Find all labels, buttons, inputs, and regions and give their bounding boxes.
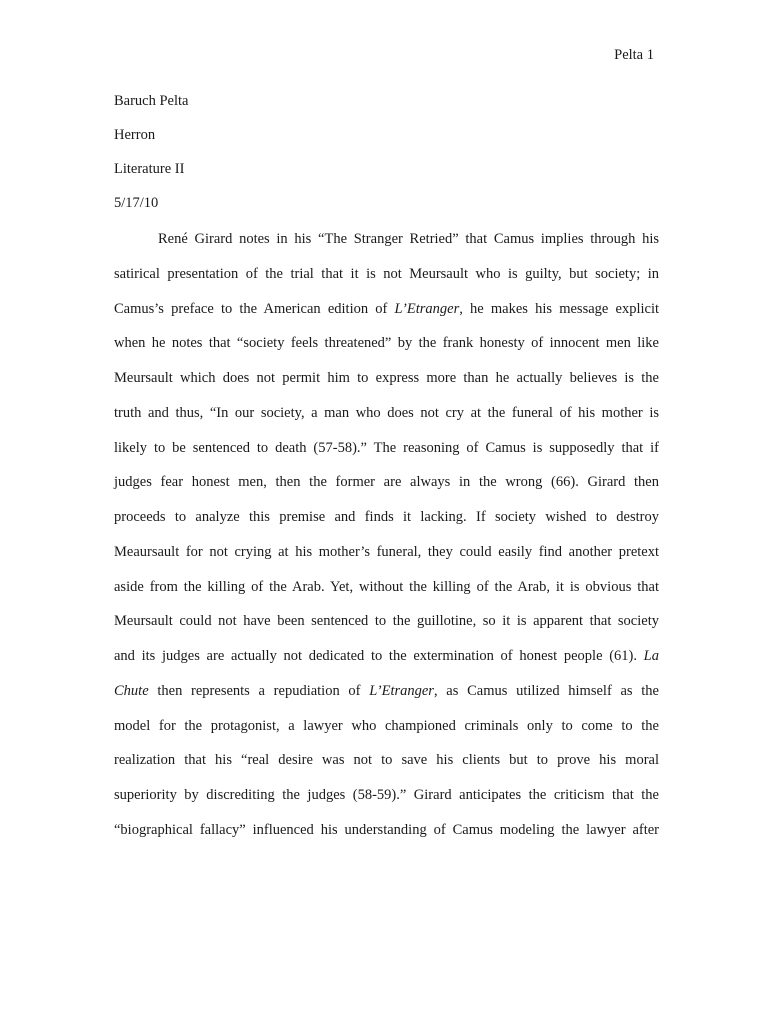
line-text: and its judges are actually not dedicated to the extermination of honest people (61).: [114, 648, 644, 664]
paragraph-line: [114, 334, 659, 369]
line-text: Meaursault for not crying at his mother’s funeral, they could easily find another pretext: [114, 543, 659, 560]
author-name: Baruch Pelta: [114, 93, 189, 109]
paragraph-line: [114, 439, 659, 474]
line-text: truth and thus, “In our society, a man who does not cry at the funeral of his mother is: [114, 404, 659, 421]
paragraph-line: [114, 473, 659, 508]
line-text: judges fear honest men, then the former are always in the wrong (66). Girard then: [114, 474, 659, 491]
paragraph-line: [114, 682, 659, 717]
course-name: Literature II: [114, 161, 185, 177]
mla-heading: [114, 92, 189, 228]
line-text: realization that his “real desire was not to save his clients but to prove his moral: [114, 752, 659, 769]
paragraph-line: [114, 821, 659, 856]
paragraph-line: [114, 786, 659, 821]
paragraph-line: [114, 508, 659, 543]
line-text: “biographical fallacy” influenced his understanding of Camus modeling the lawyer after: [114, 821, 659, 838]
line-text: Meursault which does not permit him to express more than he actually believes is the: [114, 370, 659, 386]
italic-title-text: Chute: [114, 682, 149, 699]
paragraph-line: [114, 369, 659, 404]
paragraph-line: [114, 578, 659, 613]
line-text: , he makes his message explicit: [459, 300, 659, 317]
line-text: model for the protagonist, a lawyer who championed criminals only to come to the: [114, 717, 659, 734]
paragraph-line: [114, 751, 659, 786]
paragraph-line: [114, 543, 659, 578]
line-text: René Girard notes in his “The Stranger Retried” that Camus implies through his: [158, 231, 659, 247]
running-head-page-number: Pelta 1: [614, 47, 654, 63]
paragraph-line: [114, 265, 659, 300]
paragraph-line: [114, 404, 659, 439]
line-text: when he notes that “society feels threatened” by the frank honesty of innocent men like: [114, 335, 659, 352]
line-text: likely to be sentenced to death (57-58).” The reasoning of Camus is supposedly that if: [114, 439, 659, 456]
instructor-name: Herron: [114, 127, 156, 143]
line-text: superiority by discrediting the judges (58-59).” Girard anticipates the criticism that the: [114, 787, 659, 803]
paragraph-line: [114, 612, 659, 647]
line-text: Meursault could not have been sentenced to the guillotine, so it is apparent that society: [114, 613, 659, 630]
italic-title-text: L’Etranger: [369, 682, 434, 699]
paragraph-body: [114, 230, 659, 856]
line-text: Camus’s preface to the American edition of: [114, 300, 395, 317]
paper-date: 5/17/10: [114, 195, 159, 211]
paragraph-line: [114, 647, 659, 682]
paragraph-line: [114, 230, 659, 265]
line-text: satirical presentation of the trial that it is not Meursault who is guilty, but society; in: [114, 265, 659, 282]
line-text: then represents a repudiation of: [148, 682, 370, 699]
paragraph-line: [114, 717, 659, 752]
italic-title-text: La: [643, 648, 659, 664]
italic-title-text: L’Etranger: [394, 300, 460, 317]
line-text: proceeds to analyze this premise and finds it lacking. If society wished to destroy: [114, 509, 659, 525]
line-text: , as Camus utilized himself as the: [433, 682, 659, 699]
line-text: aside from the killing of the Arab. Yet, without the killing of the Arab, it is obvious that: [114, 578, 659, 595]
paragraph-line: [114, 300, 659, 335]
